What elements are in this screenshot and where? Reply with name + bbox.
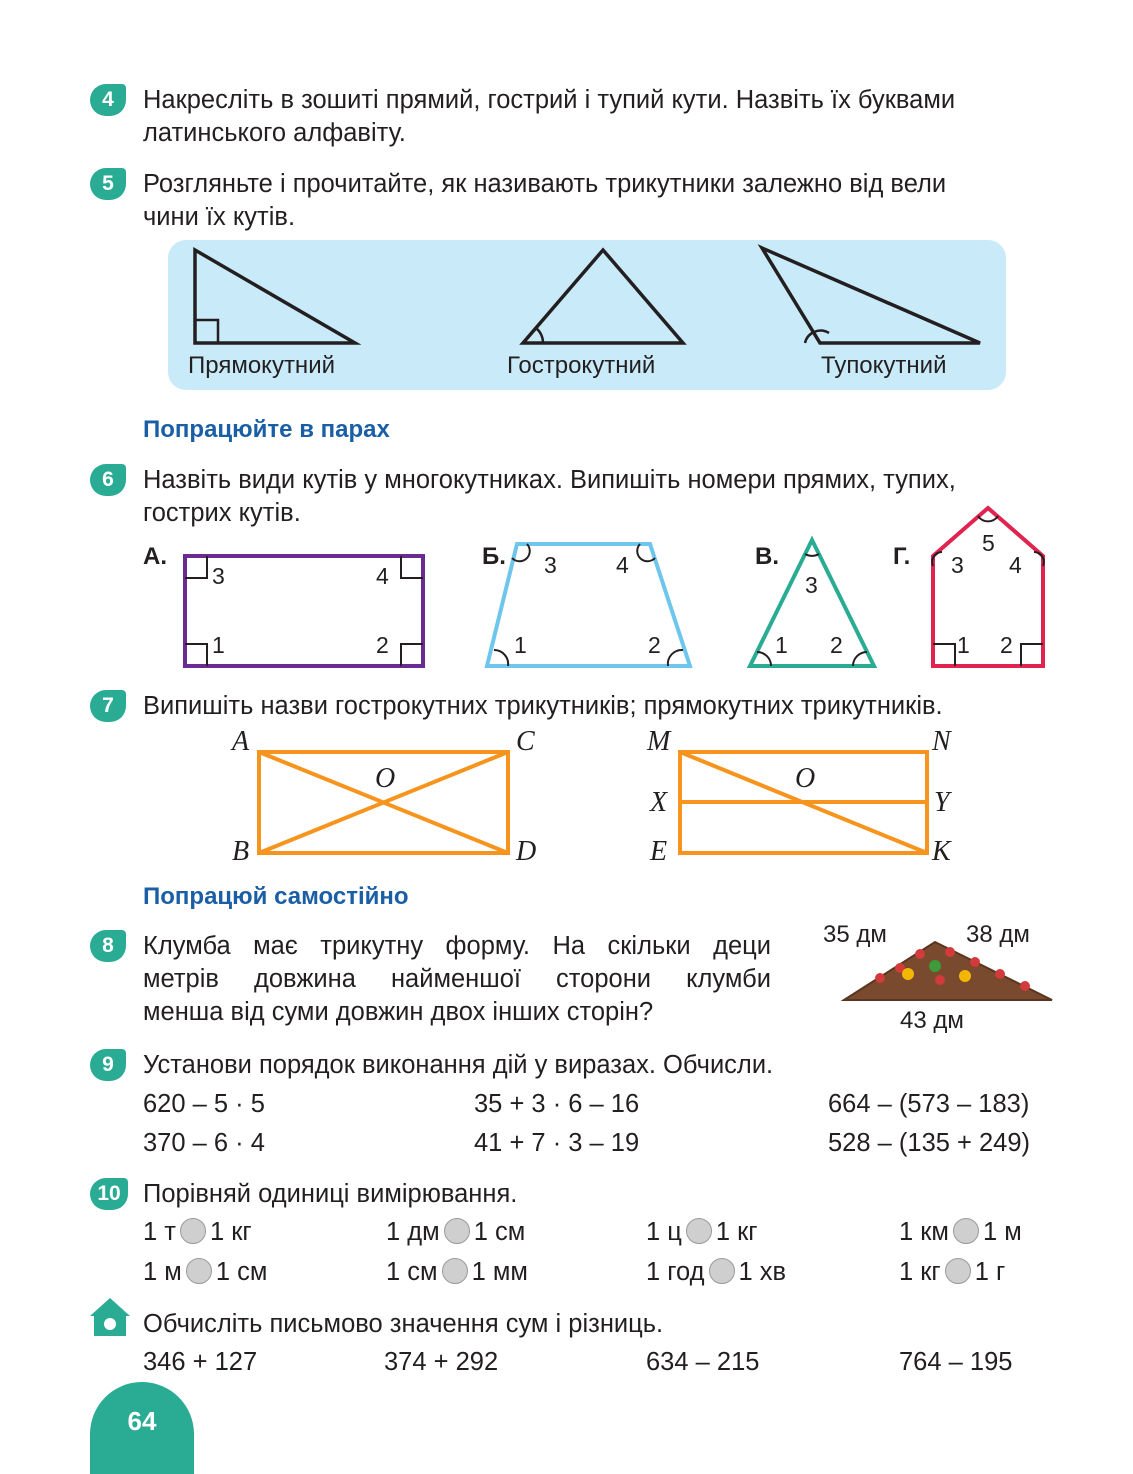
angle-number: 4 (616, 552, 629, 578)
point-label: K (932, 836, 951, 867)
right-angle-mark (195, 320, 218, 343)
expression: 764 – 195 (899, 1348, 1013, 1376)
compare-item: 1 год 1 хв (646, 1258, 787, 1286)
angle-number: 3 (951, 552, 964, 578)
point-label: Y (934, 787, 950, 818)
acute-triangle (523, 250, 683, 343)
angle-number: 1 (212, 632, 225, 658)
expression: 41 + 7 · 3 – 19 (474, 1129, 640, 1157)
point-label: O (795, 763, 816, 794)
point-label: C (516, 726, 535, 757)
task-number: 8 (90, 930, 126, 962)
task-text: Накресліть в зошиті прямий, гострий і тупий кути. Назвіть їх буквами латинського алфавіту. (143, 86, 956, 147)
compare-circle[interactable] (186, 1258, 212, 1284)
point-label: B (232, 836, 250, 867)
triangle-label: Гострокутний (507, 352, 656, 379)
shape-label: В. (755, 543, 779, 570)
angle-number: 1 (514, 632, 527, 658)
compare-circle[interactable] (444, 1218, 470, 1244)
angle-number: 5 (982, 530, 995, 556)
angle-number: 2 (648, 632, 661, 658)
expression: 664 – (573 – 183) (828, 1090, 1030, 1118)
compare-circle[interactable] (442, 1258, 468, 1284)
angle-number: 2 (830, 632, 843, 658)
task-text-line: чини їх кутів. (143, 203, 296, 231)
expression: 528 – (135 + 249) (828, 1129, 1031, 1157)
compare-circle[interactable] (686, 1218, 712, 1244)
point-label: X (650, 787, 668, 818)
point-label: N (932, 726, 951, 757)
section-header: Попрацюй самостійно (143, 883, 409, 910)
task-number: 5 (90, 168, 126, 200)
compare-item: 1 кг 1 г (899, 1258, 1006, 1286)
triangle-label: Прямокутний (188, 352, 335, 379)
task-number: 9 (90, 1049, 126, 1081)
expression: 620 – 5 · 5 (143, 1090, 265, 1118)
triangle-label: Тупокутний (821, 352, 947, 379)
point-label: A (232, 726, 250, 757)
task-text-line: Розгляньте і прочитайте, як називають трикутники залежно від вели (143, 170, 947, 198)
angle-number: 1 (775, 632, 788, 658)
compare-item: 1 ц 1 кг (646, 1218, 758, 1246)
task-number: 6 (90, 464, 126, 496)
point-label: M (647, 726, 671, 757)
compare-circle[interactable] (953, 1218, 979, 1244)
point-label: O (375, 763, 396, 794)
task-number: 4 (90, 84, 126, 116)
task-text: Обчисліть письмово значення сум і різниць. (143, 1310, 664, 1338)
expression: 370 – 6 · 4 (143, 1129, 265, 1157)
angle-number: 1 (957, 632, 970, 658)
angle-number: 2 (376, 632, 389, 658)
task-text-line: Клумба має трикутну форму. На скільки деци (143, 932, 771, 960)
compare-circle[interactable] (709, 1258, 735, 1284)
task-text-line: гострих кутів. (143, 499, 301, 527)
side-label: 38 дм (966, 921, 1030, 948)
shape-label: Б. (482, 543, 506, 570)
compare-item: 1 м 1 см (143, 1258, 268, 1286)
compare-circle[interactable] (180, 1218, 206, 1244)
task-number: 7 (90, 690, 126, 722)
task-text: Установи порядок виконання дій у виразах. Обчисли. (143, 1051, 774, 1079)
angle-number: 3 (805, 572, 818, 598)
task-text-line: метрів довжина найменшої сторони клумби (143, 965, 771, 993)
side-label: 35 дм (823, 921, 887, 948)
angle-number: 3 (212, 563, 225, 589)
expression: 346 + 127 (143, 1348, 258, 1376)
expression: 35 + 3 · 6 – 16 (474, 1090, 640, 1118)
obtuse-triangle (762, 248, 980, 343)
angle-number: 4 (1009, 552, 1022, 578)
angle-number: 2 (1000, 632, 1013, 658)
task-text-line: Назвіть види кутів у многокутниках. Випишіть номери прямих, тупих, (143, 466, 956, 494)
rectangles-figure (0, 740, 1133, 870)
angle-number: 3 (544, 552, 557, 578)
page-number: 64 (127, 1406, 157, 1436)
compare-item: 1 т 1 кг (143, 1218, 252, 1246)
side-label: 43 дм (900, 1007, 964, 1034)
expression: 634 – 215 (646, 1348, 760, 1376)
task-number: 10 (90, 1178, 128, 1210)
compare-circle[interactable] (945, 1258, 971, 1284)
task-text: Випишіть назви гострокутних трикутників; прямокутних трикутників. (143, 692, 943, 720)
angle-number: 4 (376, 563, 389, 589)
task-text-line: менша від суми довжин двох інших сторін? (143, 998, 654, 1026)
compare-item: 1 дм 1 см (386, 1218, 526, 1246)
point-label: D (516, 836, 537, 867)
angle-mark (536, 328, 543, 343)
point-label: E (650, 836, 668, 867)
shape-label: Г. (893, 543, 911, 570)
task-text: Порівняй одиниці вимірювання. (143, 1180, 518, 1208)
section-header: Попрацюйте в парах (143, 416, 390, 443)
shape-label: А. (143, 543, 167, 570)
compare-item: 1 км 1 м (899, 1218, 1022, 1246)
expression: 374 + 292 (384, 1348, 499, 1376)
house-icon (88, 1296, 132, 1338)
compare-item: 1 см 1 мм (386, 1258, 528, 1286)
